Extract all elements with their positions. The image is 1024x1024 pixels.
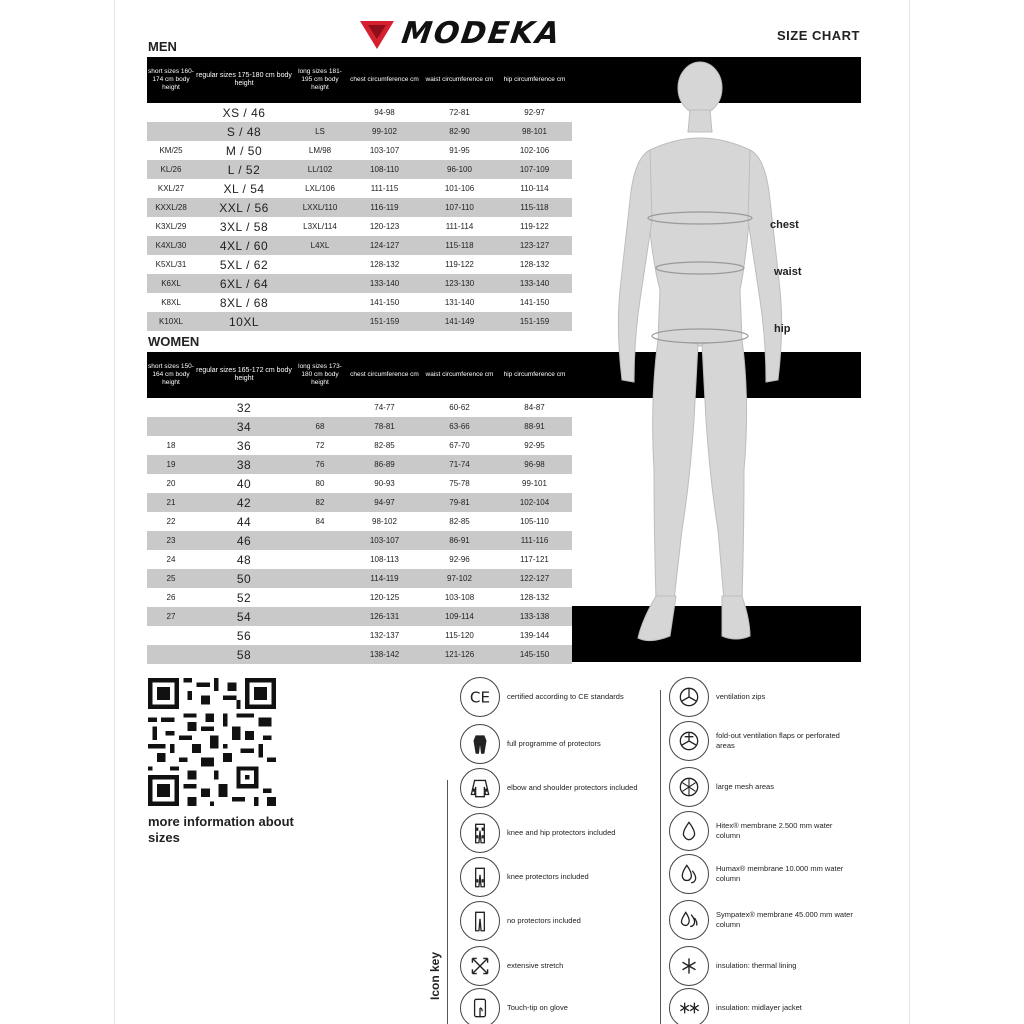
waist-value: 63-66 [449,422,470,431]
header-regular-sizes: regular sizes 165-172 cm body height [196,367,292,382]
icon-key-text: ventilation zips [716,692,766,701]
long-size: 82 [315,498,325,507]
chest-value: 108-113 [370,555,399,564]
waist-value: 101-106 [444,184,475,193]
full-protector-suit-icon [460,724,500,764]
short-size: 26 [166,593,176,602]
icon-key-text: fold-out ventilation flaps or perforated areas [716,731,840,750]
hip-value: 102-106 [519,146,550,155]
icon-key-item [669,721,856,761]
drop-three-icon [669,900,709,940]
regular-size: 8XL / 68 [219,295,269,310]
waist-value: 141-149 [444,317,475,326]
regular-size: 42 [236,495,252,510]
table-row [147,160,572,179]
table-row [147,293,572,312]
hip-value: 141-150 [519,298,550,307]
drop-two-icon [669,854,709,894]
regular-size: 5XL / 62 [219,257,269,272]
regular-size: XXL / 56 [219,200,269,215]
long-size: 72 [315,441,325,450]
table-row [147,512,572,531]
regular-size: 40 [236,476,252,491]
regular-size: 36 [236,438,252,453]
waist-value: 91-95 [449,146,470,155]
waist-value: 123-130 [444,279,475,288]
waist-value: 109-114 [445,612,474,621]
hip-value: 122-127 [519,574,550,583]
hip-value: 111-116 [520,536,549,545]
icon-key-text: Sympatex® membrane 45.000 mm water column [716,910,853,929]
hip-value: 107-109 [519,165,550,174]
hip-value: 128-132 [519,593,550,602]
regular-size: 58 [236,647,252,662]
icon-key-text: large mesh areas [716,782,774,791]
icon-key-item [460,768,647,808]
regular-size: 48 [236,552,252,567]
header-short-sizes: short sizes 150-164 cm body height [148,363,194,386]
stretch-arrows-icon [460,946,500,986]
regular-size: 6XL / 64 [219,276,269,291]
hip-value: 102-104 [519,498,550,507]
chest-value: 90-93 [374,479,395,488]
table-row [147,493,572,512]
size-chart-title: SIZE CHART [777,28,860,43]
chest-label: chest [770,219,799,231]
hip-value: 88-91 [524,422,545,431]
hip-value: 133-140 [519,279,550,288]
chest-value: 111-115 [370,184,399,193]
short-size: K10XL [158,317,184,326]
header-chest: chest circumference cm [350,76,419,83]
short-size: 18 [166,441,176,450]
long-size: 84 [315,517,325,526]
chest-value: 99-102 [372,127,397,136]
table-row [147,103,572,122]
chest-value: 138-142 [369,650,400,659]
header-short-sizes: short sizes 160-174 cm body height [148,68,194,91]
icon-key-text: no protectors included [507,916,581,925]
icon-key-item [460,946,647,986]
regular-size: XS / 46 [222,105,266,120]
regular-size: 52 [236,590,252,605]
regular-size: 34 [236,419,252,434]
pants-knee-hip-icon [460,813,500,853]
mesh-icon [669,767,709,807]
table-row [147,436,572,455]
table-row [147,255,572,274]
icon-key-item [669,811,856,851]
table-row [147,398,572,417]
hip-value: 145-150 [519,650,550,659]
chest-value: 114-119 [370,574,399,583]
table-row [147,312,572,331]
short-size: KXL/27 [157,184,185,193]
touch-glove-icon [460,988,500,1024]
header-hip: hip circumference cm [503,76,566,83]
hip-value: 110-114 [520,184,549,193]
icon-key-divider [447,780,448,1024]
chest-value: 120-125 [369,593,400,602]
icon-key-item [669,988,856,1024]
icon-key-item [460,901,647,941]
icon-key-text: extensive stretch [507,961,564,970]
waist-value: 82-85 [449,517,470,526]
regular-size: 4XL / 60 [219,238,269,253]
chest-value: 103-107 [369,536,400,545]
icon-key-text: elbow and shoulder protectors included [507,783,638,792]
long-size: 68 [315,422,325,431]
short-size: 21 [166,498,176,507]
logo-mark-icon [360,19,394,49]
short-size: 23 [166,536,176,545]
icon-key-text: insulation: thermal lining [716,961,797,970]
chest-value: 94-97 [374,498,395,507]
regular-size: 56 [236,628,252,643]
icon-key-item [669,900,856,940]
hip-value: 139-144 [519,631,550,640]
icon-key-item [460,724,647,764]
table-row [147,217,572,236]
regular-size: L / 52 [227,162,261,177]
waist-value: 96-100 [447,165,472,174]
short-size: 20 [166,479,176,488]
hip-value: 96-98 [524,460,545,469]
table-row [147,474,572,493]
regular-size: 3XL / 58 [219,219,269,234]
regular-size: 44 [236,514,252,529]
chest-value: 120-123 [369,222,400,231]
icon-key-text: knee protectors included [507,872,589,881]
waist-value: 60-62 [449,403,470,412]
chest-value: 116-119 [370,203,399,212]
women-size-table [147,352,572,664]
waist-value: 97-102 [447,574,472,583]
short-size: KM/25 [159,146,183,155]
brand-name: MODEKA [399,16,564,51]
icon-key-text: Touch-tip on glove [507,1003,568,1012]
waist-value: 121-126 [444,650,475,659]
header-hip: hip circumference cm [503,371,566,378]
icon-key-label: Icon key [428,951,442,1000]
regular-size: 38 [236,457,252,472]
icon-key-item [669,767,856,807]
regular-size: S / 48 [226,124,262,139]
hip-value: 115-118 [520,203,549,212]
long-size: LL/102 [307,165,333,174]
icon-key-text: certified according to CE standards [507,692,624,701]
long-size: LXXL/110 [302,203,338,212]
chest-value: 132-137 [369,631,400,640]
hip-value: 123-127 [519,241,550,250]
table-row [147,179,572,198]
waist-value: 119-122 [445,260,474,269]
regular-size: XL / 54 [223,181,265,196]
long-size: LM/98 [308,146,332,155]
short-size: 19 [166,460,176,469]
hip-value: 128-132 [519,260,550,269]
icon-key-item [669,854,856,894]
chest-value: 74-77 [374,403,395,412]
header-long-sizes: long sizes 181-195 cm body height [298,68,342,91]
waist-value: 115-118 [445,241,474,250]
ce-mark-icon [460,677,500,717]
long-size: LXL/106 [305,184,335,193]
short-size: KXXL/28 [155,203,187,212]
ventilation-flaps-icon [669,721,709,761]
short-size: 22 [166,517,176,526]
hip-value: 99-101 [522,479,547,488]
icon-key-column-divider [660,690,661,1024]
hip-value: 84-87 [524,403,545,412]
table-row [147,531,572,550]
regular-size: 10XL [228,314,260,329]
hip-value: 92-97 [524,108,545,117]
hip-label: hip [774,323,791,335]
short-size: KL/26 [160,165,182,174]
header-chest: chest circumference cm [350,371,419,378]
icon-key-text: full programme of protectors [507,739,601,748]
waist-label: waist [774,266,802,278]
regular-size: M / 50 [225,143,263,158]
regular-size: 54 [236,609,252,624]
table-row [147,417,572,436]
waist-value: 86-91 [449,536,470,545]
waist-value: 75-78 [449,479,470,488]
women-table-header [147,352,572,398]
chest-value: 86-89 [374,460,395,469]
short-size: K5XL/31 [155,260,187,269]
ventilation-zip-icon [669,677,709,717]
chest-value: 141-150 [369,298,400,307]
waist-value: 79-81 [449,498,470,507]
chest-value: 133-140 [369,279,400,288]
short-size: 25 [166,574,176,583]
men-section-title: MEN [148,39,177,54]
brand-logo [360,16,564,51]
hip-value: 105-110 [520,517,549,526]
waist-value: 82-90 [449,127,470,136]
men-size-table [147,57,572,331]
women-section-title: WOMEN [148,334,200,349]
pants-plain-icon [460,901,500,941]
long-size: L3XL/114 [303,222,337,231]
long-size: 76 [315,460,325,469]
human-figure-illustration [590,60,790,660]
hip-value: 92-95 [524,441,545,450]
short-size: K4XL/30 [155,241,187,250]
table-row [147,569,572,588]
chest-value: 94-98 [374,108,395,117]
table-row [147,274,572,293]
icon-key-item [460,988,647,1024]
table-row [147,607,572,626]
chest-value: 98-102 [372,517,397,526]
short-size: K3XL/29 [155,222,187,231]
table-row [147,550,572,569]
header-waist: waist circumference cm [425,371,494,378]
waist-value: 103-108 [444,593,475,602]
header-waist: waist circumference cm [425,76,494,83]
long-size: 80 [315,479,325,488]
table-row [147,645,572,664]
women-table-body [147,398,572,664]
icon-key-item [669,946,856,986]
table-row [147,236,572,255]
chest-value: 124-127 [369,241,400,250]
pants-knee-icon [460,857,500,897]
long-size: LS [315,127,325,136]
short-size: 24 [166,555,176,564]
double-snowflake-icon [669,988,709,1024]
jacket-protector-icon [460,768,500,808]
chest-value: 82-85 [374,441,395,450]
icon-key-item [460,813,647,853]
chest-value: 103-107 [369,146,400,155]
waist-value: 131-140 [444,298,475,307]
header-long-sizes: long sizes 173-180 cm body height [298,363,342,386]
table-row [147,626,572,645]
chest-value: 151-159 [369,317,400,326]
icon-key-item [460,857,647,897]
short-size: K6XL [161,279,181,288]
waist-value: 115-120 [445,631,474,640]
short-size: 27 [166,612,176,621]
men-table-header [147,57,572,103]
drop-one-icon [669,811,709,851]
svg-text:CE: CE [469,688,491,707]
snowflake-icon [669,946,709,986]
icon-key-text: insulation: midlayer jacket [716,1003,802,1012]
table-row [147,122,572,141]
qr-code[interactable] [148,678,276,806]
hip-value: 119-122 [520,222,549,231]
waist-value: 107-110 [445,203,474,212]
icon-key-item [669,677,856,717]
waist-value: 71-74 [449,460,470,469]
header-regular-sizes: regular sizes 175-180 cm body height [196,72,292,87]
regular-size: 46 [236,533,252,548]
waist-value: 72-81 [449,108,470,117]
chest-value: 78-81 [374,422,395,431]
hip-value: 151-159 [519,317,550,326]
waist-value: 92-96 [449,555,470,564]
waist-value: 67-70 [449,441,470,450]
table-row [147,588,572,607]
icon-key-text: Humax® membrane 10.000 mm water column [716,864,844,883]
table-row [147,141,572,160]
icon-key-text: Hitex® membrane 2.500 mm water column [716,821,833,840]
chest-value: 108-110 [370,165,399,174]
hip-value: 117-121 [520,555,549,564]
chest-value: 126-131 [369,612,400,621]
table-row [147,455,572,474]
men-table-body [147,103,572,331]
hip-value: 133-138 [519,612,550,621]
hip-value: 98-101 [522,127,547,136]
long-size: L4XL [310,241,330,250]
waist-value: 111-114 [445,222,474,231]
regular-size: 50 [236,571,252,586]
table-row [147,198,572,217]
icon-key-text: knee and hip protectors included [507,828,616,837]
qr-caption: more information about sizes [148,814,294,845]
chest-value: 128-132 [369,260,400,269]
short-size: K8XL [161,298,181,307]
regular-size: 32 [236,400,252,415]
icon-key-item [460,677,647,717]
